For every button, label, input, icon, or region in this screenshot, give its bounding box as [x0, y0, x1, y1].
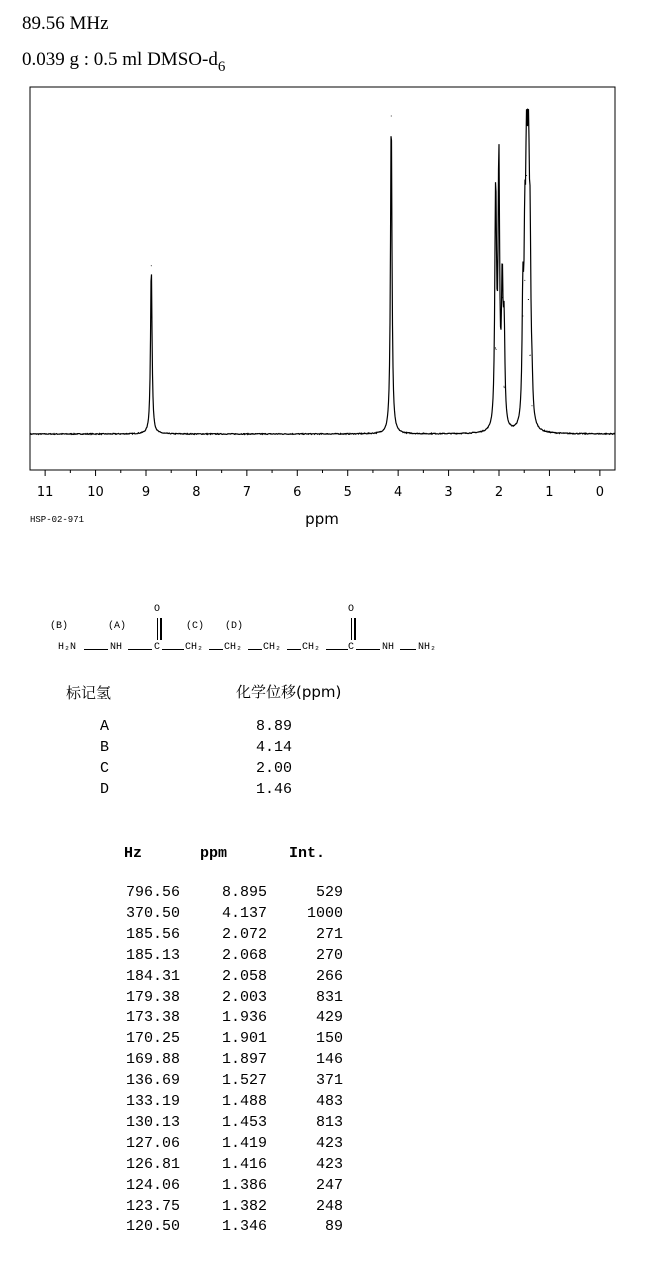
peak-hz: 130.13 [125, 1113, 180, 1131]
peak-ppm: 1.897 [221, 1051, 267, 1069]
peak-hz: 133.19 [125, 1093, 180, 1110]
x-tick-label: 8 [192, 485, 201, 500]
peak-int: 371 [315, 1072, 343, 1090]
peak-int: 248 [315, 1197, 343, 1215]
assignment-shift: 1.46 [256, 781, 293, 798]
peak-hz: 124.06 [125, 1176, 180, 1194]
peak-table-row [100, 905, 360, 926]
struct-ch2-4: CH₂ [302, 642, 321, 653]
peak-ppm: 1.936 [221, 1009, 267, 1027]
peak-point [531, 405, 532, 406]
struct-bond [326, 649, 348, 650]
peak-point [524, 280, 525, 281]
struct-h2n: H₂N [58, 642, 77, 653]
peak-ppm: 2.072 [221, 925, 267, 943]
assignment-label: B [100, 739, 110, 756]
sample-subscript: 6 [217, 59, 226, 75]
peak-int: 831 [315, 988, 343, 1006]
peak-table-row [100, 1072, 360, 1093]
struct-label-b: (B) [50, 621, 69, 632]
peak-ppm: 1.527 [221, 1072, 267, 1090]
peak-table-row [100, 884, 360, 905]
peak-header-ppm: ppm [200, 845, 228, 862]
peak-table-row [100, 1114, 360, 1135]
x-tick-label: 4 [394, 485, 403, 500]
peak-int: 483 [315, 1093, 343, 1110]
x-tick-label: 6 [293, 485, 302, 500]
struct-bond [248, 649, 262, 650]
spectrum-trace [30, 109, 615, 434]
nmr-spectrum-chart [0, 80, 652, 540]
peak-table-row [100, 1135, 360, 1156]
x-tick-label: 3 [444, 485, 453, 500]
struct-bond [287, 649, 301, 650]
struct-chain [50, 642, 470, 658]
peak-hz: 179.38 [125, 988, 180, 1006]
x-tick-label: 1 [545, 485, 554, 500]
peak-int: 1000 [306, 904, 343, 922]
peak-point [502, 297, 503, 298]
peak-int: 529 [315, 884, 343, 901]
peak-ppm: 1.901 [221, 1030, 267, 1048]
peak-int: 146 [315, 1051, 343, 1069]
peak-hz: 169.88 [125, 1051, 180, 1069]
peak-ppm: 1.419 [221, 1134, 267, 1152]
struct-ch2-2: CH₂ [224, 642, 243, 653]
peak-table-row [100, 1093, 360, 1114]
peak-point [391, 116, 392, 117]
x-tick-label: 5 [343, 485, 352, 500]
x-tick-label: 2 [494, 485, 504, 500]
peak-hz: 120.50 [125, 1218, 180, 1236]
struct-oxygen-1: O [154, 604, 161, 615]
struct-ch2-1: CH₂ [185, 642, 204, 653]
peak-hz: 173.38 [125, 1009, 180, 1027]
struct-double-bond-2 [351, 618, 353, 640]
peak-point [504, 386, 505, 387]
peak-hz: 185.56 [125, 925, 180, 943]
peak-hz: 370.50 [125, 904, 180, 922]
peak-table-row [100, 1156, 360, 1177]
assignment-row [100, 718, 360, 739]
peak-point [495, 348, 496, 349]
peak-point [530, 355, 531, 356]
x-axis-label: ppm [305, 510, 339, 528]
assignment-row [100, 781, 360, 802]
struct-c-1: C [154, 642, 161, 653]
peak-ppm: 8.895 [221, 884, 267, 901]
peak-int: 89 [324, 1218, 343, 1236]
assignment-row [100, 739, 360, 760]
peak-table-row [100, 1218, 360, 1239]
assignment-header-shift: 化学位移(ppm) [236, 683, 342, 701]
chemical-structure [50, 604, 470, 664]
struct-bond [128, 649, 152, 650]
peak-int: 423 [315, 1155, 343, 1173]
peak-table [0, 843, 652, 1243]
struct-label-c: (C) [186, 621, 205, 632]
x-tick-label: 9 [141, 485, 151, 500]
spectrum-code: HSP-02-971 [30, 515, 85, 525]
peak-table-row [100, 947, 360, 968]
peak-int: 270 [315, 946, 343, 964]
assignment-header-label: 标记氢 [66, 684, 112, 702]
peak-table-row [100, 1030, 360, 1051]
assignment-label: A [100, 718, 110, 735]
struct-c-2: C [348, 642, 355, 653]
peak-header-int: Int. [289, 845, 326, 862]
peak-ppm: 4.137 [221, 904, 267, 922]
peak-hz: 184.31 [125, 967, 180, 985]
sample-text: 0.039 g : 0.5 ml DMSO-d [22, 49, 218, 70]
plot-frame [30, 87, 615, 470]
peak-point [526, 175, 527, 176]
assignment-shift: 2.00 [256, 760, 293, 777]
assignment-shift: 8.89 [256, 718, 293, 735]
peak-int: 423 [315, 1134, 343, 1152]
peak-table-row [100, 968, 360, 989]
assignment-shift: 4.14 [256, 739, 293, 756]
peak-table-row [100, 1177, 360, 1198]
frequency-label: 89.56 MHz [22, 13, 109, 34]
peak-table-row [100, 1198, 360, 1219]
peak-ppm: 1.453 [221, 1113, 267, 1131]
peak-hz: 170.25 [125, 1030, 180, 1048]
assignment-label: C [100, 760, 110, 777]
struct-label-a: (A) [108, 621, 127, 632]
assignment-table [0, 680, 652, 800]
peak-table-row [100, 1009, 360, 1030]
peak-point [151, 265, 152, 266]
peak-ppm: 1.386 [221, 1176, 267, 1194]
struct-nh-1: NH [110, 642, 123, 653]
x-tick-label: 10 [87, 485, 104, 500]
struct-bond [356, 649, 380, 650]
struct-nh-2: NH [382, 642, 395, 653]
peak-ppm: 1.382 [221, 1197, 267, 1215]
peak-point [522, 316, 523, 317]
peak-ppm: 2.068 [221, 946, 267, 964]
peak-hz: 185.13 [125, 946, 180, 964]
peak-header-hz: Hz [124, 845, 143, 862]
peak-ppm: 2.058 [221, 967, 267, 985]
x-axis-ticks [37, 470, 604, 500]
sample-label [22, 49, 226, 75]
peak-point [504, 387, 505, 388]
struct-nh2: NH₂ [418, 642, 437, 653]
peak-hz: 796.56 [125, 884, 180, 901]
peak-hz: 136.69 [125, 1072, 180, 1090]
struct-bond [400, 649, 416, 650]
peak-int: 429 [315, 1009, 343, 1027]
peak-hz: 127.06 [125, 1134, 180, 1152]
peak-table-row [100, 926, 360, 947]
struct-ch2-3: CH₂ [263, 642, 282, 653]
peak-int: 271 [315, 925, 343, 943]
peak-int: 247 [315, 1176, 343, 1194]
peak-int: 266 [315, 967, 343, 985]
peak-int: 813 [315, 1113, 343, 1131]
peak-hz: 126.81 [125, 1155, 180, 1173]
struct-label-d: (D) [225, 621, 244, 632]
x-tick-label: 7 [242, 485, 251, 500]
struct-bond [209, 649, 223, 650]
peak-ppm: 1.416 [221, 1155, 267, 1173]
peak-int: 150 [315, 1030, 343, 1048]
struct-bond [162, 649, 184, 650]
peak-table-row [100, 989, 360, 1010]
assignment-label: D [100, 781, 110, 798]
peak-ppm: 1.488 [221, 1093, 267, 1110]
peak-hz: 123.75 [125, 1197, 180, 1215]
peak-marks [151, 116, 533, 407]
x-tick-label: 11 [36, 485, 54, 500]
x-tick-label: 0 [595, 485, 605, 500]
struct-bond [84, 649, 108, 650]
peak-point [498, 169, 499, 170]
peak-point [496, 349, 497, 350]
peak-point [528, 299, 529, 300]
struct-oxygen-2: O [348, 604, 355, 615]
peak-table-row [100, 1051, 360, 1072]
peak-ppm: 1.346 [221, 1218, 267, 1236]
assignment-row [100, 760, 360, 781]
struct-double-bond-1 [157, 618, 159, 640]
peak-ppm: 2.003 [221, 988, 267, 1006]
